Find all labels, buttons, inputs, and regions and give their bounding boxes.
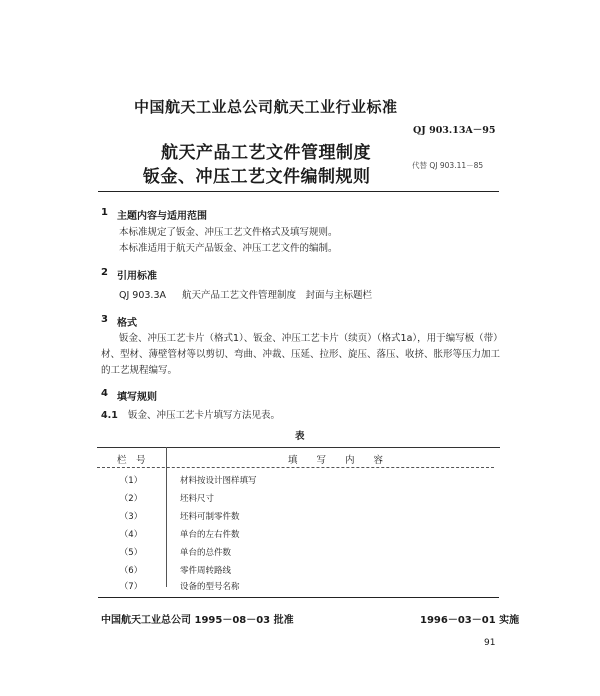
- document-title-line1: 航天产品工艺文件管理制度: [161, 143, 371, 163]
- table-row-1-desc: 材料按设计图样填写: [180, 476, 257, 486]
- section-1-paragraph-2: 本标准适用于航天产品钣金、冲压工艺文件的编制。: [119, 243, 338, 254]
- table-row-4-no: （4）: [119, 530, 143, 540]
- section-1-heading: 主题内容与适用范围: [117, 211, 207, 222]
- subsection-4-1-text: 钣金、冲压工艺卡片填写方法见表。: [128, 410, 281, 421]
- table-row-2-no: （2）: [119, 494, 143, 504]
- reference-standard-title: 航天产品工艺文件管理制度 封面与主标题栏: [182, 290, 373, 301]
- approval-statement: 中国航天工业总公司 1995－08－03 批准: [101, 615, 294, 626]
- table-column-divider: [166, 447, 167, 587]
- replaces-standard: 代替 QJ 903.11－85: [412, 161, 484, 170]
- table-row-5-no: （5）: [119, 548, 143, 558]
- document-title-line2: 钣金、冲压工艺文件编制规则: [143, 167, 371, 187]
- section-3-paragraph: 钣金、冲压工艺卡片（格式1）、钣金、冲压工艺卡片（续页）（格式1a），用于编写板（带）材、型材、薄壁管材等以剪切、弯曲、冲裁、压延、拉形、旋压、落压、收挤、胀形等压力加工的工艺规程编写。: [101, 333, 501, 376]
- table-row-6-no: （6）: [119, 566, 143, 576]
- section-4-heading: 填写规则: [117, 392, 157, 403]
- section-1-paragraph-1: 本标准规定了钣金、冲压工艺文件格式及填写规则。: [119, 227, 338, 238]
- table-top-border: [97, 447, 500, 448]
- section-1-number: 1: [101, 207, 108, 218]
- table-header-divider: [97, 467, 494, 468]
- table-row-7-desc: 设备的型号名称: [180, 582, 240, 592]
- table-row-6-desc: 零件周转路线: [180, 566, 232, 576]
- table-row-4-desc: 单台的左右件数: [180, 530, 240, 540]
- section-3-heading: 格式: [117, 318, 137, 329]
- publishing-organization: 中国航天工业总公司航天工业行业标准: [134, 98, 398, 116]
- standard-code: QJ 903.13A－95: [413, 125, 496, 136]
- table-row-3-no: （3）: [119, 512, 143, 522]
- footer-divider: [98, 597, 499, 598]
- table-row-5-desc: 单台的总件数: [180, 548, 232, 558]
- section-2-number: 2: [101, 267, 108, 278]
- section-3-number: 3: [101, 314, 108, 325]
- table-header-no: 栏 号: [117, 455, 146, 466]
- table-row-3-desc: 坯料可制零件数: [180, 512, 240, 522]
- header-divider: [98, 191, 499, 192]
- table-row-7-no: （7）: [119, 582, 143, 592]
- page-number: 91: [484, 638, 496, 648]
- table-header-content: 填 写 内 容: [288, 455, 384, 466]
- implementation-date: 1996－03－01 实施: [420, 615, 520, 626]
- table-row-1-no: （1）: [119, 476, 143, 486]
- table-caption: 表: [295, 431, 305, 442]
- section-4-number: 4: [101, 388, 108, 399]
- table-row-2-desc: 坯料尺寸: [180, 494, 215, 504]
- section-2-heading: 引用标准: [117, 271, 157, 282]
- subsection-4-1-number: 4.1: [101, 410, 118, 421]
- reference-standard-code: QJ 903.3A: [119, 290, 166, 301]
